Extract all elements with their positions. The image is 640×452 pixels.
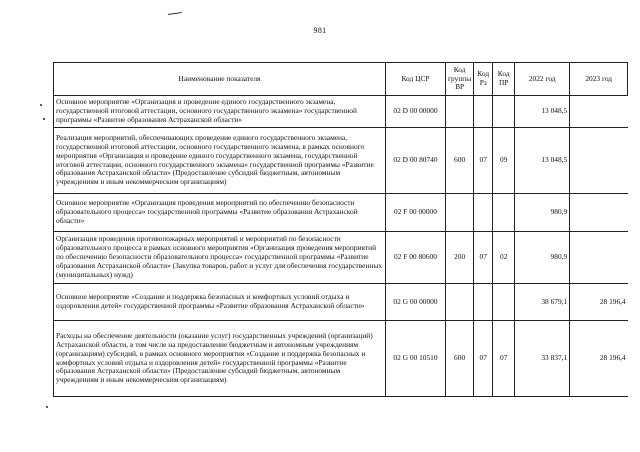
row-2023 — [570, 194, 628, 232]
row-vr — [446, 284, 474, 321]
row-name: Основное мероприятие «Организация и проведение единого государственного экзамена, государственной итоговой аттестации, основного государственного экзамена» государственной программы «Развитие образования Астраханской области» — [54, 96, 386, 128]
row-csr: 02 F 00 00000 — [386, 194, 446, 232]
row-pr — [493, 194, 515, 232]
row-2022: 13 048,5 — [515, 96, 570, 128]
row-2023 — [570, 128, 628, 194]
row-2023: 28 196,4 — [570, 321, 628, 397]
scan-dot — [40, 104, 42, 106]
row-pr — [493, 284, 515, 321]
row-2022: 13 048,5 — [515, 128, 570, 194]
scan-artifact — [168, 12, 182, 17]
row-csr: 02 D 00 80740 — [386, 128, 446, 194]
header-vr: Код группы ВР — [446, 63, 474, 96]
header-csr: Код ЦСР — [386, 63, 446, 96]
row-pr: 09 — [493, 128, 515, 194]
table-row — [54, 194, 628, 232]
row-rz: 07 — [474, 128, 493, 194]
row-rz — [474, 96, 493, 128]
header-rz: Код Рз — [474, 63, 493, 96]
row-2023 — [570, 96, 628, 128]
row-csr: 02 G 00 10510 — [386, 321, 446, 397]
row-2022: 38 679,1 — [515, 284, 570, 321]
scan-dot — [46, 406, 48, 408]
table-header-row — [54, 63, 628, 96]
row-2022: 33 837,1 — [515, 321, 570, 397]
row-2023 — [570, 232, 628, 284]
row-vr: 600 — [446, 321, 474, 397]
header-pr: Код ПР — [493, 63, 515, 96]
row-pr: 07 — [493, 321, 515, 397]
table-row — [54, 321, 628, 397]
row-name: Основное мероприятие «Создание и поддержка безопасных и комфортных условий отдыха и оздоровления детей» государственной программы «Развитие образования Астраханской области» — [54, 284, 386, 321]
row-vr — [446, 194, 474, 232]
row-vr — [446, 96, 474, 128]
row-csr: 02 G 00 00000 — [386, 284, 446, 321]
row-2022: 980,9 — [515, 232, 570, 284]
row-rz: 07 — [474, 321, 493, 397]
row-2022: 980,9 — [515, 194, 570, 232]
row-vr: 600 — [446, 128, 474, 194]
row-pr: 02 — [493, 232, 515, 284]
budget-table — [53, 62, 628, 397]
table-row — [54, 96, 628, 128]
row-pr — [493, 96, 515, 128]
row-vr: 200 — [446, 232, 474, 284]
row-2023: 28 196,4 — [570, 284, 628, 321]
scan-dot — [43, 118, 45, 120]
row-name: Организация проведения противопожарных мероприятий и мероприятий по безопасности образовательного процесса в рамках основного мероприятия «Организация проведения мероприятий по обеспечению безопасности образовательного процесса» государственной программы «Развитие образования Астраханской области» (Закупка товаров, работ и услуг для обеспечения государственных (муниципальных) нужд) — [54, 232, 386, 284]
table-row — [54, 284, 628, 321]
page-number: 981 — [313, 26, 327, 35]
row-rz — [474, 284, 493, 321]
row-rz — [474, 194, 493, 232]
header-2023: 2023 год — [570, 63, 628, 96]
header-2022: 2022 год — [515, 63, 570, 96]
row-rz: 07 — [474, 232, 493, 284]
header-name: Наименование показателя — [54, 63, 386, 96]
row-name: Расходы на обеспечение деятельности (оказание услуг) государственных учреждений (организаций) Астраханской области, в том числе на предоставление бюджетным и автономным учреждениям (организациям) субсидий, в рамках основного мероприятия «Создание и поддержка безопасных и комфортных условий отдыха и оздоровления детей» государственной программы «Развитие образования Астраханской области» (Предоставление субсидий бюджетным, автономным учреждениям и иным некоммерческим организациям) — [54, 321, 386, 397]
row-name: Реализация мероприятий, обеспечивающих проведение единого государственного экзамена, государственной итоговой аттестации, основного государственного экзамена, в рамках основного мероприятия «Организация и проведение единого государственного экзамена, государственной итоговой аттестации, основного государственного экзамена» государственной программы «Развитие образования Астраханской области» (Предоставление субсидий бюджетным, автономным учреждениям и иным некоммерческим организациям) — [54, 128, 386, 194]
table-row — [54, 128, 628, 194]
row-csr: 02 F 00 80600 — [386, 232, 446, 284]
table-row — [54, 232, 628, 284]
row-name: Основное мероприятие «Организация проведения мероприятий по обеспечению безопасности образовательного процесса» государственной программы «Развитие образования Астраханской области» — [54, 194, 386, 232]
row-csr: 02 D 00 00000 — [386, 96, 446, 128]
